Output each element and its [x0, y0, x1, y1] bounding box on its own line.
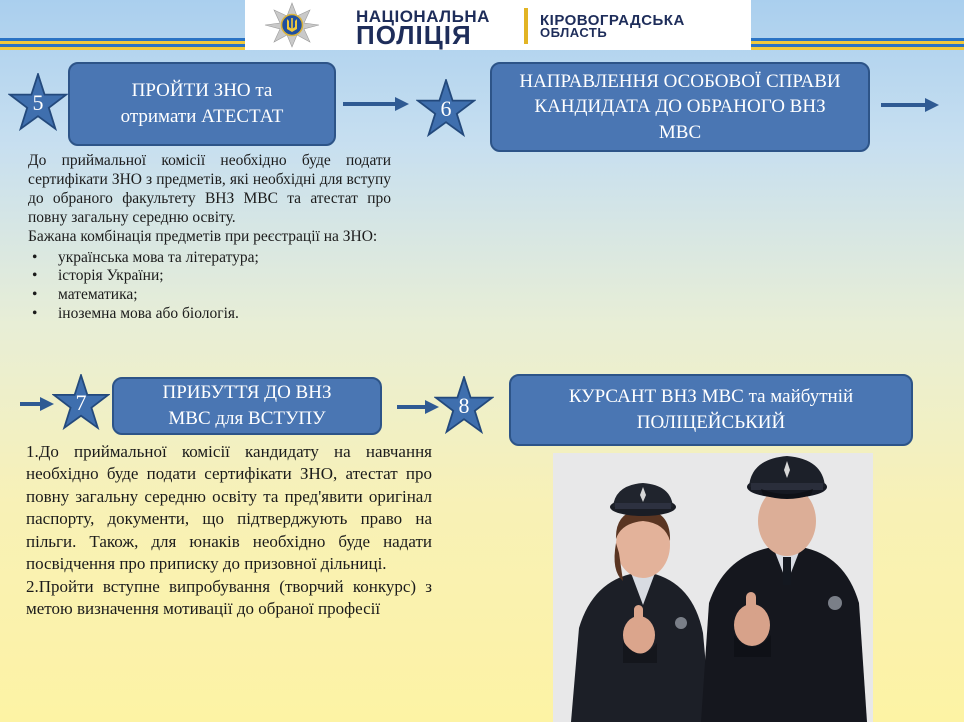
region-name-top: КІРОВОГРАДСЬКА: [540, 12, 685, 29]
step-8-star-icon: [434, 376, 494, 436]
step-7-item: 2.Пройти вступне випробування (творчий конкурс) з метою визначення мотивації до обраної професії: [26, 576, 432, 619]
police-logo-title-bottom: ПОЛІЦІЯ: [356, 20, 472, 50]
step-5-paragraph: Бажана комбінація предметів при реєстрації на ЗНО:: [28, 227, 378, 245]
logo-divider: [524, 8, 528, 44]
step-6-box: [490, 62, 870, 152]
list-item: • українська мова та література;: [28, 249, 391, 268]
step-7-title: ПРИБУТТЯ ДО ВНЗ МВС для ВСТУПУ: [162, 382, 332, 429]
step-7-box: [112, 377, 382, 435]
step-8-title: КУРСАНТ ВНЗ МВС та майбутній ПОЛІЦЕЙСЬКИЙ: [568, 386, 854, 433]
list-item: • іноземна мова або біологія.: [28, 305, 391, 324]
arrow-right-icon: [881, 98, 939, 112]
step-5-star-icon: [8, 73, 68, 133]
header-banner: [0, 0, 964, 56]
cadets-photo: [553, 453, 873, 722]
list-item: • історія України;: [28, 267, 391, 286]
arrow-right-icon: [343, 97, 409, 111]
subjects-list: [28, 249, 391, 325]
step-5-paragraph: До приймальної комісії необхідно буде подати сертифікати ЗНО з предметів, які необхідні для вступу до обраного факультету ВНЗ МВС та атестат про повну загальну середню освіту.: [28, 152, 391, 226]
list-item: • математика;: [28, 286, 391, 305]
step-7-star-icon: [52, 374, 110, 432]
step-7-description: [26, 441, 432, 621]
step-5-number: 5: [32, 90, 44, 115]
step-6-title: НАПРАВЛЕННЯ ОСОБОВОЇ СПРАВИ КАНДИДАТА ДО ОБРАНОГО ВНЗ МВС: [519, 70, 841, 143]
arrow-right-icon: [20, 397, 54, 411]
step-8-box: [509, 374, 913, 446]
region-name-bottom: ОБЛАСТЬ: [540, 25, 608, 40]
step-5-description: [28, 152, 391, 324]
step-5-box: [68, 62, 336, 146]
step-7-item: 1.До приймальної комісії кандидату на навчання необхідно буде подати сертифікати ЗНО, атестат про повну загальну середню освіту та пред'явити оригінал паспорту, документи, що підтверджують право на пільги. Також, для юнаків необхідно буде надати посвідчення про приписку до призовної дільниці.: [26, 442, 432, 574]
step-8-number: 8: [458, 393, 470, 418]
step-7-number: 7: [75, 390, 87, 415]
police-logo-title-top: НАЦІОНАЛЬНА: [356, 7, 490, 26]
step-6-number: 6: [440, 96, 452, 121]
step-6-star-icon: [416, 79, 476, 139]
police-emblem-icon: [258, 2, 326, 48]
arrow-right-icon: [397, 400, 439, 414]
step-5-title: ПРОЙТИ ЗНО та отримати АТЕСТАТ: [120, 80, 284, 127]
